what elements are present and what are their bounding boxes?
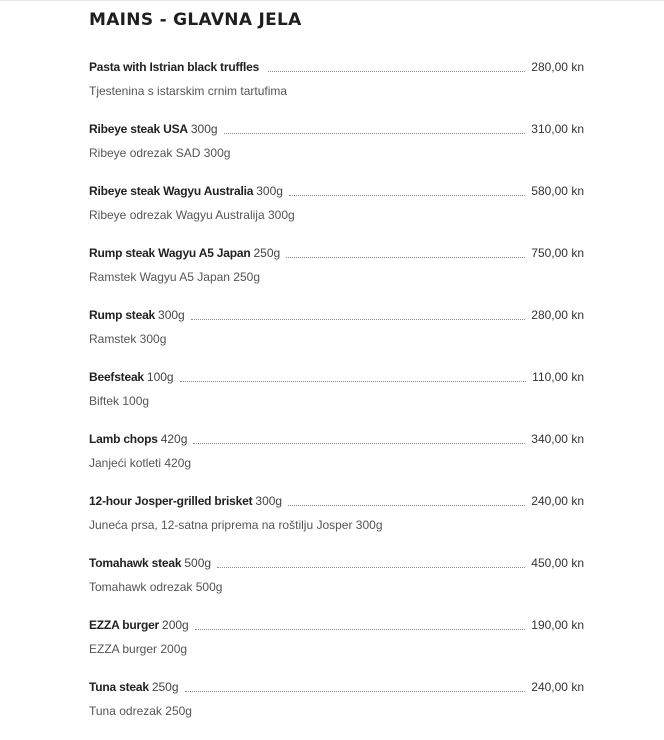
menu-item-row [89, 306, 584, 324]
dish-name-line [89, 616, 189, 634]
menu-item [89, 120, 584, 182]
dish-name-line [89, 182, 283, 200]
dish-weight: 300g [190, 122, 218, 136]
menu-item-row [89, 492, 584, 510]
dish-translation: Ribeye odrezak SAD 300g [89, 146, 231, 160]
dish-price: 280,00 kn [531, 60, 584, 74]
menu-item [89, 678, 584, 740]
dot-leader [180, 381, 527, 382]
dish-price: 110,00 kn [532, 370, 584, 384]
dish-weight: 300g [158, 308, 185, 322]
dish-name-line [89, 678, 179, 696]
dish-name: Beefsteak [89, 370, 144, 384]
dish-name-line [89, 244, 280, 262]
dish-name: 12-hour Josper-grilled brisket [89, 494, 253, 508]
dish-translation: Tuna odrezak 250g [89, 704, 192, 718]
dish-translation: Tjestenina s istarskim crnim tartufima [89, 84, 288, 98]
top-divider [0, 0, 664, 1]
menu-item [89, 430, 584, 492]
dish-name-line [89, 554, 211, 572]
dish-price: 310,00 kn [531, 122, 584, 136]
dish-name-line [89, 368, 174, 386]
dish-price: 280,00 kn [531, 308, 584, 322]
dish-translation: Ramstek 300g [89, 332, 167, 346]
dish-name-line [89, 430, 187, 448]
dish-weight: 420g [160, 432, 188, 446]
dot-leader [286, 257, 525, 258]
menu-item-row [89, 120, 584, 138]
dot-leader [268, 71, 525, 72]
dish-name: Rump steak [89, 308, 156, 322]
menu-item-row [89, 182, 584, 200]
dish-price: 750,00 kn [531, 246, 584, 260]
dish-price: 450,00 kn [531, 556, 584, 570]
dish-name: Lamb chops [89, 432, 158, 446]
dish-name: Rump steak Wagyu A5 Japan [89, 246, 251, 260]
dish-weight: 300g [256, 184, 283, 198]
dish-translation: Biftek 100g [89, 394, 150, 408]
menu-item-row [89, 430, 584, 448]
dish-weight: 500g [184, 556, 212, 570]
dot-leader [195, 629, 526, 630]
menu-item [89, 616, 584, 678]
dish-weight: 200g [162, 618, 189, 632]
menu-item [89, 58, 584, 120]
dish-weight: 250g [151, 680, 179, 694]
dish-translation: Juneća prsa, 12-satna priprema na roštilju Josper 300g [89, 518, 383, 532]
dish-name: Ribeye steak Wagyu Australia [89, 184, 254, 198]
section-title: MAINS - GLAVNA JELA [89, 10, 302, 30]
dish-name-line [89, 58, 262, 76]
dot-leader [217, 567, 525, 568]
dish-name: Tuna steak [89, 680, 149, 694]
dot-leader [289, 195, 525, 196]
dish-name: Tomahawk steak [89, 556, 182, 570]
dish-weight: 250g [253, 246, 281, 260]
dish-translation: Ramstek Wagyu A5 Japan 250g [89, 270, 260, 284]
dish-price: 240,00 kn [531, 680, 584, 694]
dish-weight: 100g [146, 370, 174, 384]
dish-name-line [89, 120, 218, 138]
dish-translation: Tomahawk odrezak 500g [89, 580, 223, 594]
dot-leader [185, 691, 526, 692]
dish-price: 340,00 kn [531, 432, 584, 446]
dot-leader [191, 319, 526, 320]
menu-item [89, 306, 584, 368]
dish-translation: EZZA burger 200g [89, 642, 188, 656]
menu-item-row [89, 368, 584, 386]
menu-item [89, 554, 584, 616]
dish-weight: 300g [255, 494, 283, 508]
mains-menu [89, 8, 584, 740]
menu-item-row [89, 554, 584, 572]
dish-name: EZZA burger [89, 618, 160, 632]
menu-item [89, 492, 584, 554]
dish-name-line [89, 306, 185, 324]
dish-price: 190,00 kn [531, 618, 584, 632]
menu-item-row [89, 678, 584, 696]
menu-item [89, 244, 584, 306]
menu-item-row [89, 244, 584, 262]
dish-name-line [89, 492, 282, 510]
dot-leader [288, 505, 525, 506]
dot-leader [224, 133, 526, 134]
dish-translation: Ribeye odrezak Wagyu Australija 300g [89, 208, 295, 222]
dish-price: 580,00 kn [531, 184, 584, 198]
menu-item [89, 182, 584, 244]
dish-name: Ribeye steak USA [89, 122, 188, 136]
dish-price: 240,00 kn [531, 494, 584, 508]
dot-leader [193, 443, 525, 444]
dish-translation: Janjeći kotleti 420g [89, 456, 192, 470]
menu-item-row [89, 616, 584, 634]
menu-item-row [89, 58, 584, 76]
dish-name: Pasta with Istrian black truffles [89, 60, 260, 74]
menu-item [89, 368, 584, 430]
